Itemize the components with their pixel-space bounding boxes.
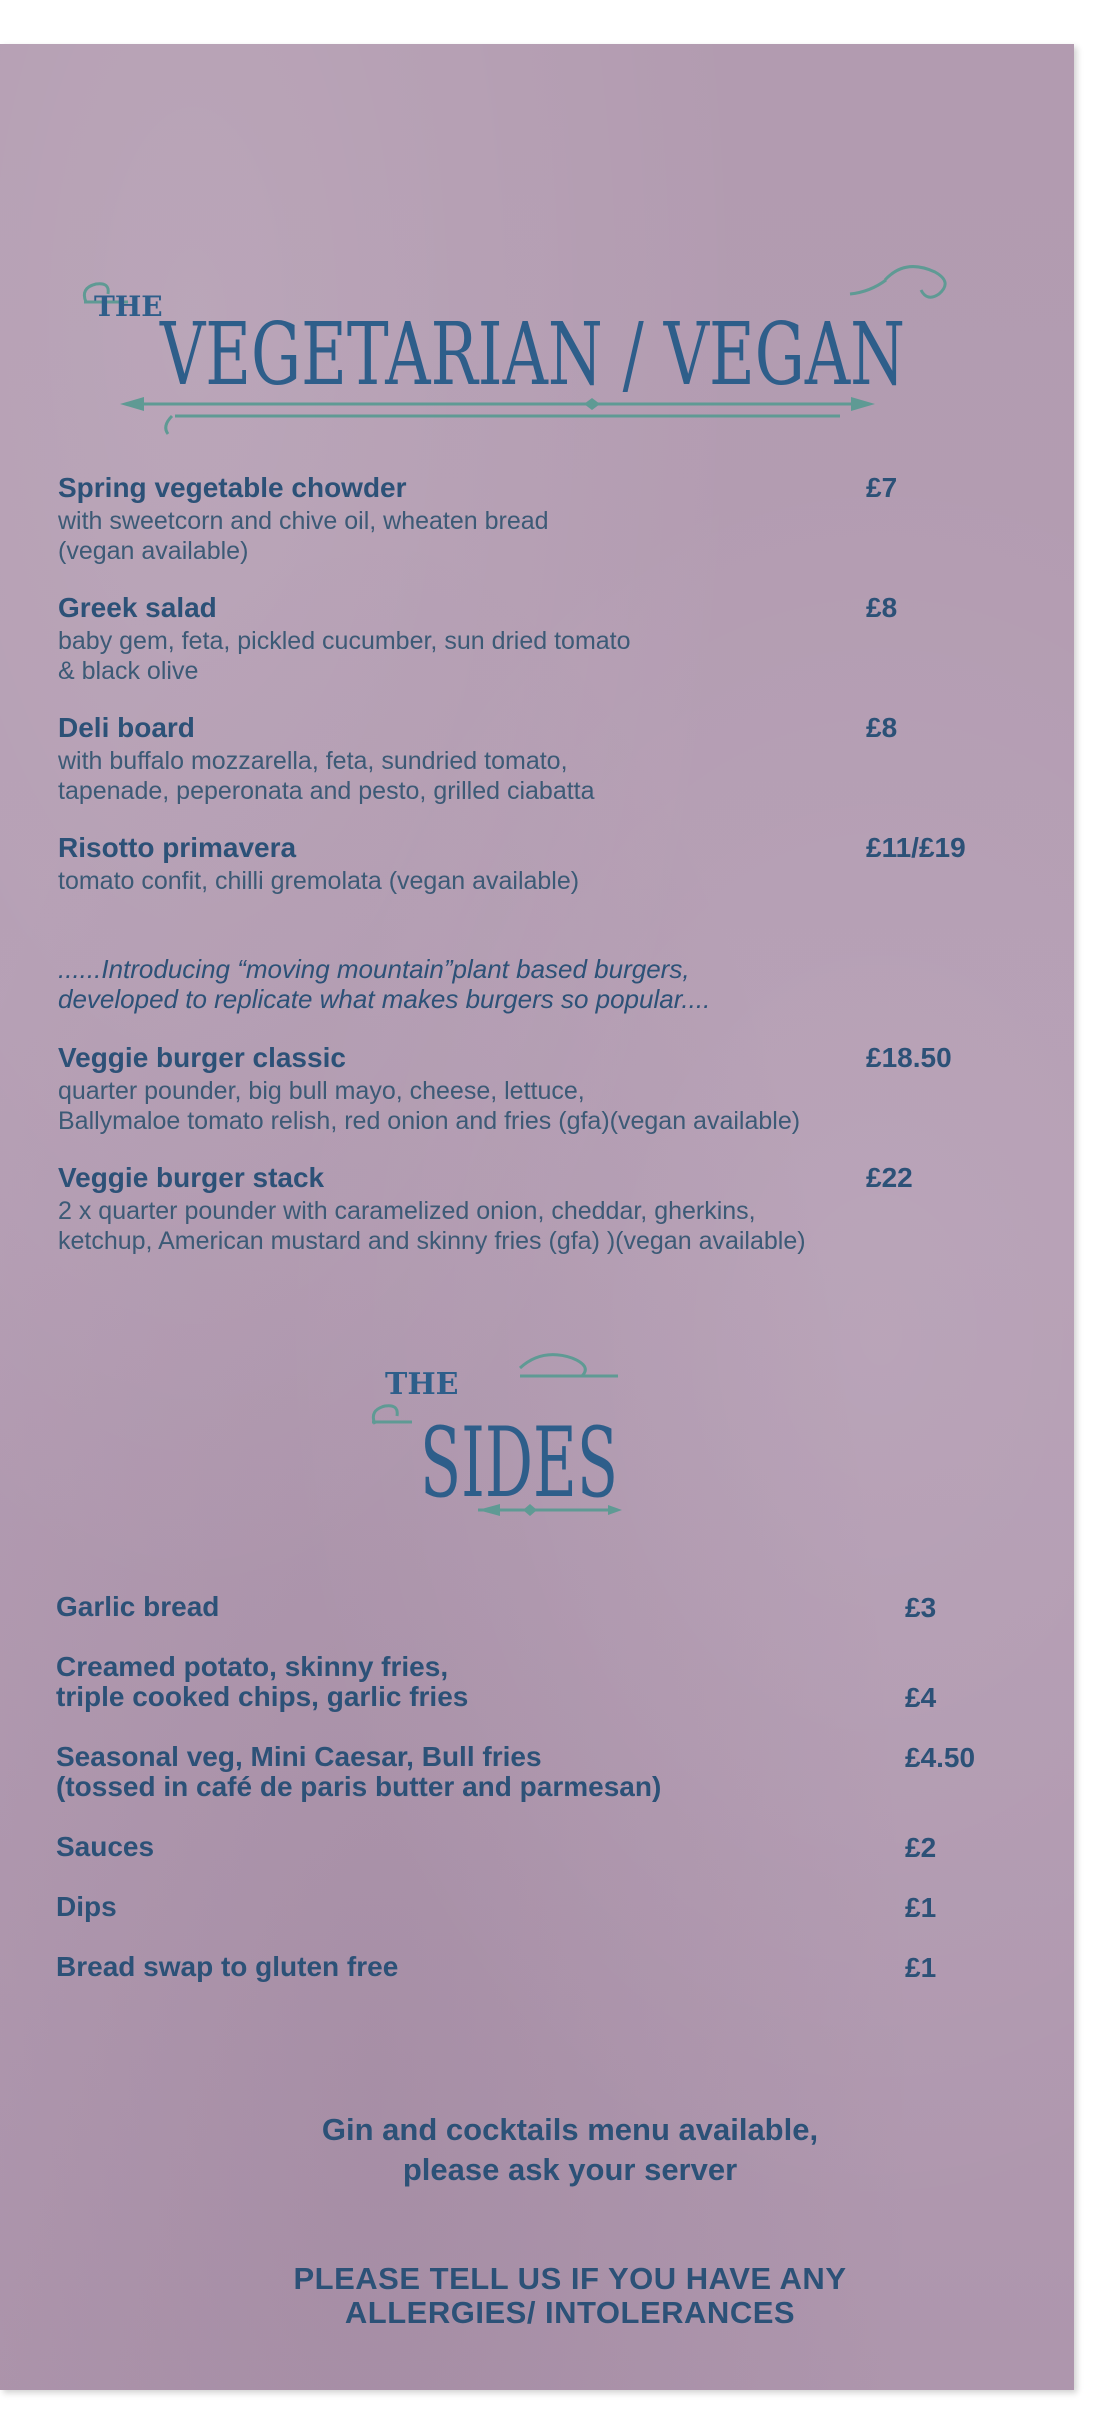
- item-name: Deli board: [58, 712, 195, 743]
- menu-card: [0, 44, 1074, 2390]
- item-price: £18.50: [866, 1042, 952, 1073]
- heading-title: VEGETARIAN / VEGAN: [159, 305, 906, 405]
- item-description: 2 x quarter pounder with caramelized onion, cheddar, gherkins, ketchup, American mustard and skinny fries (gfa) )(vegan available): [58, 1197, 806, 1255]
- side-item-price: £4: [905, 1682, 937, 1713]
- sides-heading: [0, 1314, 1074, 1554]
- item-description: with sweetcorn and chive oil, wheaten bread (vegan available): [58, 507, 549, 565]
- side-item-price: £1: [905, 1892, 937, 1923]
- side-item-price: £3: [905, 1592, 937, 1623]
- side-item-name: Seasonal veg, Mini Caesar, Bull fries (tossed in café de paris butter and parmesan): [56, 1741, 662, 1802]
- item-description: baby gem, feta, pickled cucumber, sun dried tomato & black olive: [58, 627, 631, 685]
- side-item-name: Sauces: [56, 1831, 155, 1862]
- side-item-name: Creamed potato, skinny fries, triple cooked chips, garlic fries: [56, 1651, 469, 1712]
- side-item-price: £2: [905, 1832, 937, 1863]
- side-item-price: £1: [905, 1952, 937, 1983]
- item-price: £7: [866, 472, 898, 503]
- item-description: tomato confit, chilli gremolata (vegan available): [58, 867, 580, 895]
- heading-title: SIDES: [420, 1407, 618, 1519]
- item-name: Veggie burger classic: [58, 1042, 346, 1073]
- side-item-name: Dips: [56, 1891, 117, 1922]
- item-description: with buffalo mozzarella, feta, sundried tomato, tapenade, peperonata and pesto, grilled ciabatta: [58, 747, 595, 805]
- item-description: quarter pounder, big bull mayo, cheese, lettuce, Ballymaloe tomato relish, red onion and fries (gfa)(vegan available): [58, 1077, 801, 1135]
- side-item-price: £4.50: [905, 1742, 976, 1773]
- allergy-note: PLEASE TELL US IF YOU HAVE ANY ALLERGIES/ INTOLERANCES: [293, 2261, 847, 2330]
- burger-intro: ......Introducing “moving mountain”plant based burgers, developed to replicate what makes burgers so popular....: [58, 954, 711, 1014]
- item-name: Veggie burger stack: [58, 1162, 325, 1193]
- item-price: £8: [866, 592, 898, 623]
- side-item-name: Bread swap to gluten free: [56, 1951, 399, 1982]
- item-name: Risotto primavera: [58, 832, 297, 863]
- item-name: Spring vegetable chowder: [58, 472, 407, 503]
- item-price: £8: [866, 712, 898, 743]
- vegetarian-heading: [0, 44, 1074, 444]
- heading-prefix: THE: [94, 290, 163, 323]
- heading-prefix: THE: [385, 1367, 459, 1402]
- side-item-name: Garlic bread: [56, 1591, 220, 1622]
- cocktails-note: Gin and cocktails menu available, please ask your server: [321, 2112, 819, 2187]
- item-name: Greek salad: [58, 592, 217, 623]
- item-price: £22: [866, 1162, 913, 1193]
- item-price: £11/£19: [866, 832, 966, 863]
